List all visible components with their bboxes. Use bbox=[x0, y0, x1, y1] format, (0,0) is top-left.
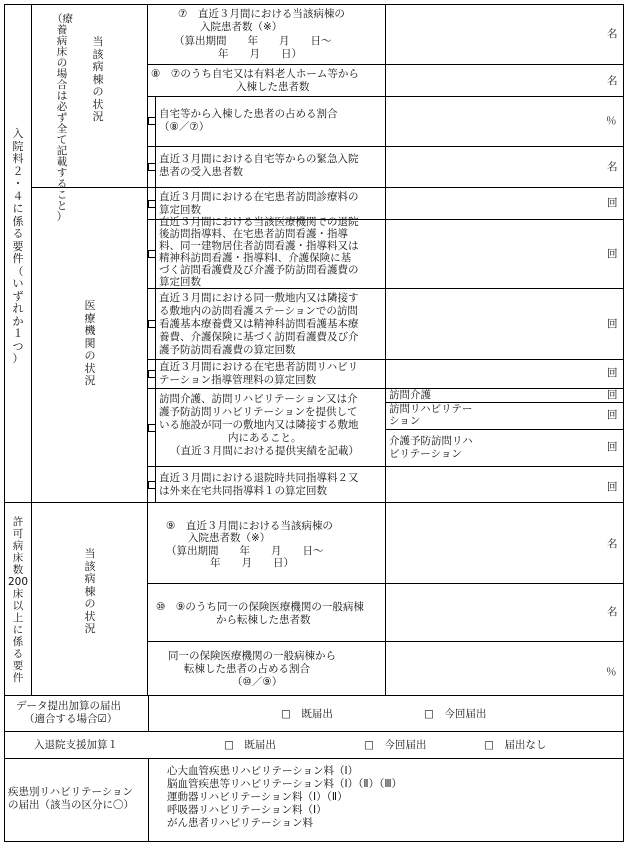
section-a-sub2-label bbox=[80, 300, 100, 388]
vertical-label-char: 病 bbox=[56, 35, 68, 47]
row4-line1: 直近３月間における自宅等からの緊急入院 bbox=[159, 153, 359, 165]
vertical-label-char: 病 bbox=[12, 540, 24, 552]
vertical-label-char: る bbox=[12, 227, 24, 240]
row7-line2: る敷地内の訪問看護ステーションでの訪問 bbox=[159, 305, 358, 317]
vertical-label-char: ４ bbox=[12, 189, 24, 203]
row7-line3: 看護基本療養費又は精神科訪問看護基本療 bbox=[159, 318, 359, 330]
value-col-mid bbox=[385, 187, 624, 389]
vertical-label-char: 養 bbox=[56, 24, 68, 36]
vertical-label-char: 係 bbox=[12, 636, 24, 648]
vertical-label-char: 病 bbox=[84, 572, 96, 585]
vertical-label-char: て bbox=[56, 134, 68, 146]
row9-line4: 内にあること。 bbox=[228, 432, 302, 444]
discharge-support-option-new[interactable]: □ 今回届出 bbox=[364, 739, 427, 751]
vertical-label-char: ・ bbox=[12, 177, 24, 190]
vertical-label-char: 医 bbox=[84, 299, 96, 312]
vertical-label-char: 況 bbox=[84, 622, 96, 635]
row4-checkbox[interactable] bbox=[148, 163, 156, 171]
data-submit-option-new[interactable]: □ 今回届出 bbox=[424, 708, 487, 720]
row9-sub2-label-a: 訪問リハビリテー bbox=[389, 403, 473, 415]
section-a-label bbox=[7, 128, 29, 366]
vertical-label-char: 床 bbox=[56, 46, 68, 58]
row6-unit: 回 bbox=[607, 248, 618, 260]
vertical-label-char: 全 bbox=[56, 123, 68, 135]
vertical-label-char: い bbox=[12, 277, 24, 290]
vertical-label-char: 院 bbox=[12, 139, 24, 153]
row9-checkbox[interactable] bbox=[148, 424, 156, 432]
row8-checkbox[interactable] bbox=[148, 370, 156, 378]
vertical-label-char: と bbox=[56, 200, 68, 212]
vertical-label-char: 要 bbox=[12, 660, 24, 672]
vertical-label-char: （療 bbox=[52, 13, 73, 25]
row11-line4: 年 月 日） bbox=[210, 557, 294, 569]
row7-line4: 養費、介護保険に基づく訪問看護費及び介 bbox=[159, 331, 359, 343]
vertical-label-char: 床 bbox=[12, 552, 24, 564]
cb-col-5-10 bbox=[147, 187, 156, 503]
row9-sub1-label: 訪問介護 bbox=[389, 389, 431, 401]
row1-line3: （算出期間 年 月 日～ bbox=[174, 35, 332, 47]
vertical-label-char: は bbox=[56, 90, 68, 102]
vertical-label-char: ず bbox=[56, 112, 68, 124]
row7-line1: 直近３月間における同一敷地内又は隣接す bbox=[159, 292, 359, 304]
row6-line4: 精神科訪問看護・指導料Ⅰ、介護保険に基 bbox=[159, 252, 352, 264]
vertical-label-char: 棟 bbox=[92, 72, 104, 86]
vertical-label-char: に bbox=[12, 624, 24, 636]
row7-line5: 護予防訪問看護費の算定回数 bbox=[159, 344, 296, 356]
row9-line1: 訪問介護、訪問リハビリテーション又は介 bbox=[159, 393, 358, 405]
vertical-label-char: 必 bbox=[56, 101, 68, 113]
vertical-label-char: ） bbox=[12, 352, 24, 365]
section-a-sub1-note bbox=[52, 14, 72, 223]
section-a-sub1-title bbox=[88, 36, 108, 124]
vertical-label-char: 上 bbox=[12, 612, 24, 624]
row9-sub3-label-a: 介護予防訪問リハ bbox=[389, 435, 473, 447]
vertical-label-char: る bbox=[56, 178, 68, 190]
row9-sub1-unit: 回 bbox=[607, 389, 618, 401]
vertical-label-char: 機 bbox=[84, 324, 96, 337]
rehab-item[interactable]: 呼吸器リハビリテーション料（Ⅰ） bbox=[167, 804, 327, 816]
row4-unit: 名 bbox=[607, 161, 618, 173]
row2-line2: 入棟した患者数 bbox=[236, 81, 310, 93]
vertical-label-char: 状 bbox=[84, 361, 96, 375]
vertical-label-char: 療 bbox=[84, 311, 96, 325]
vertical-label-char: の bbox=[84, 349, 96, 362]
row13-line1: 同一の保険医療機関の一般病棟から bbox=[168, 650, 336, 662]
row13-line3: （⑩／⑨） bbox=[232, 676, 283, 688]
section-b-sub-label bbox=[80, 548, 100, 636]
vertical-label-char: 場 bbox=[56, 68, 68, 80]
vertical-label-char: 可 bbox=[12, 528, 24, 540]
vertical-label-char: １ bbox=[12, 327, 24, 340]
vertical-label-char: の bbox=[92, 85, 104, 98]
vertical-label-char: 棟 bbox=[84, 584, 96, 598]
vertical-label-char: か bbox=[12, 314, 24, 328]
row11-line2: 入院患者数（※） bbox=[188, 532, 271, 544]
rehab-item[interactable]: 心大血管疾患リハビリテーション料（Ⅰ） bbox=[167, 765, 359, 777]
vertical-label-char: つ bbox=[12, 339, 24, 353]
row3-unit: ％ bbox=[606, 115, 617, 127]
row1-line2: 入院患者数（※） bbox=[200, 21, 283, 33]
row9-sub3-unit: 回 bbox=[607, 441, 618, 453]
discharge-support-label: 入退院支援加算１ bbox=[34, 739, 118, 751]
row11-unit: 名 bbox=[607, 538, 618, 550]
vertical-label-char: 状 bbox=[92, 97, 104, 111]
vertical-label-char: 件 bbox=[12, 252, 24, 265]
vertical-label-char: 況 bbox=[92, 110, 104, 123]
vertical-label-char: の bbox=[56, 57, 68, 69]
row3-line2: （⑧／⑦） bbox=[159, 121, 210, 133]
vertical-label-char: 該 bbox=[84, 559, 96, 573]
row9-sub3-label-b: ビリテーション bbox=[389, 448, 462, 460]
discharge-support-option-existing[interactable]: □ 既届出 bbox=[224, 739, 276, 751]
vertical-label-char: に bbox=[12, 202, 24, 215]
row7-checkbox[interactable] bbox=[148, 320, 156, 328]
row10-unit: 回 bbox=[607, 481, 618, 493]
vertical-label-char: 合 bbox=[56, 79, 68, 91]
row1-line4: 年 月 日） bbox=[218, 48, 302, 60]
row9-line3: いる施設が同一の敷地内又は隣接する敷地 bbox=[159, 419, 359, 431]
rehab-item[interactable]: がん患者リハビリテーション料 bbox=[167, 817, 314, 829]
rehab-label-2: の届出（該当の区分に〇） bbox=[8, 799, 134, 811]
row8-line1: 直近３月間における在宅患者訪問リハビリ bbox=[159, 361, 359, 373]
vertical-label-char: 数 bbox=[12, 564, 24, 576]
row12-line1: ⑩ ⑨のうち同一の保険医療機関の一般病棟 bbox=[156, 601, 364, 613]
row6-checkbox[interactable] bbox=[148, 250, 156, 258]
value-col-top bbox=[385, 4, 624, 188]
vertical-label-char: 床 bbox=[12, 588, 24, 600]
vertical-label-char: す bbox=[56, 167, 68, 179]
row5-line1: 直近３月間における在宅患者訪問診療料の bbox=[159, 191, 359, 203]
row11-line1: ⑨ 直近３月間における当該病棟の bbox=[166, 520, 333, 532]
row9-sub2-unit: 回 bbox=[607, 409, 618, 421]
row2-line1: ⑧ ⑦のうち自宅又は有料老人ホーム等から bbox=[151, 68, 359, 80]
vertical-label-char: こ bbox=[56, 189, 68, 201]
row2-unit: 名 bbox=[607, 75, 618, 87]
row9-sub2-label-b: ション bbox=[389, 415, 421, 427]
vertical-label-char: 許 bbox=[12, 516, 24, 528]
row3-checkbox[interactable] bbox=[148, 117, 156, 125]
data-submit-label-1: データ提出加算の届出 bbox=[16, 700, 121, 712]
vertical-label-char: る bbox=[12, 648, 24, 660]
vertical-label-char: 料 bbox=[12, 152, 24, 165]
row9-line2: 護予防訪問リハビリテーションを提供して bbox=[159, 406, 358, 418]
vertical-label-char: れ bbox=[12, 302, 24, 315]
vertical-label-char: 件 bbox=[12, 672, 24, 684]
row13-line2: 転棟した患者の占める割合 bbox=[184, 663, 310, 675]
row11-line3: （算出期間 年 月 日～ bbox=[166, 545, 324, 557]
row9-line5: （直近３月間における提供実績を記載） bbox=[170, 445, 359, 457]
row8-unit: 回 bbox=[607, 367, 618, 379]
vertical-label-char: 係 bbox=[12, 214, 24, 228]
rehab-item[interactable]: 運動器リハビリテーション料（Ⅰ）（Ⅱ） bbox=[167, 791, 348, 803]
rehab-item[interactable]: 脳血管疾患等リハビリテーション料（Ⅰ）（Ⅱ）（Ⅲ） bbox=[167, 778, 403, 790]
row5-checkbox[interactable] bbox=[148, 200, 156, 208]
vertical-label-char: ず bbox=[12, 289, 24, 303]
data-submit-option-existing[interactable]: □ 既届出 bbox=[281, 708, 333, 720]
row6-line2: 後訪問指導料、在宅患者訪問看護・指導 bbox=[159, 228, 348, 240]
row8-line2: テーション指導管理料の算定回数 bbox=[159, 374, 317, 386]
vertical-label-char: （ bbox=[12, 264, 24, 278]
row12-line2: から転棟した患者数 bbox=[216, 614, 311, 626]
row5-unit: 回 bbox=[607, 197, 618, 209]
vertical-label-char: ） bbox=[56, 211, 68, 223]
row1-unit: 名 bbox=[607, 28, 618, 40]
row3-line1: 自宅等から入棟した患者の占める割合 bbox=[159, 108, 338, 120]
vertical-label-char: 載 bbox=[56, 156, 68, 168]
data-submit-label-2: （適合する場合☑） bbox=[24, 713, 118, 725]
row13-unit: ％ bbox=[606, 666, 617, 678]
row1-line1: ⑦ 直近３月間における当該病棟の bbox=[178, 8, 345, 20]
vertical-label-char: 入 bbox=[12, 127, 24, 140]
vertical-label-char: 況 bbox=[84, 374, 96, 387]
vertical-label-char: 200 bbox=[7, 576, 29, 588]
row10-checkbox[interactable] bbox=[148, 481, 156, 489]
row5-line2: 算定回数 bbox=[159, 204, 201, 216]
row6-line3: 料、同一建物居住者訪問看護・指導料又は bbox=[159, 240, 359, 252]
vertical-label-char: ２ bbox=[12, 164, 24, 178]
vertical-label-char: 関 bbox=[84, 336, 96, 350]
row6-line1: 直近３月間における当該医療機関での退院 bbox=[159, 216, 359, 228]
vertical-label-char: 当 bbox=[84, 547, 96, 560]
vertical-label-char: 要 bbox=[12, 239, 24, 253]
vertical-label-char: 以 bbox=[12, 600, 24, 612]
row6-line6: 算定回数 bbox=[159, 276, 201, 288]
row7-unit: 回 bbox=[607, 318, 618, 330]
cb-col-3 bbox=[147, 96, 156, 188]
vertical-label-char: 状 bbox=[84, 609, 96, 623]
row10-line2: は外来在宅共同指導料１の算定回数 bbox=[159, 485, 327, 497]
value-col-b bbox=[385, 502, 624, 696]
vertical-label-char: 該 bbox=[92, 47, 104, 61]
row12-unit: 名 bbox=[607, 606, 618, 618]
vertical-label-char: の bbox=[84, 597, 96, 610]
vertical-label-char: 病 bbox=[92, 60, 104, 73]
row10-line1: 直近３月間における退院時共同指導料２又 bbox=[159, 472, 359, 484]
value-col-row10 bbox=[385, 466, 624, 503]
row4-line2: 患者の受入患者数 bbox=[159, 166, 243, 178]
vertical-label-char: 記 bbox=[56, 145, 68, 157]
vertical-label-char: 当 bbox=[92, 35, 104, 48]
section-b-label bbox=[5, 516, 31, 684]
row6-line5: づく訪問看護費及び介護予防訪問看護費の bbox=[159, 264, 359, 276]
discharge-support-option-none[interactable]: □ 届出なし bbox=[484, 739, 547, 751]
rehab-label-1: 疾患別リハビリテーション bbox=[8, 786, 134, 798]
